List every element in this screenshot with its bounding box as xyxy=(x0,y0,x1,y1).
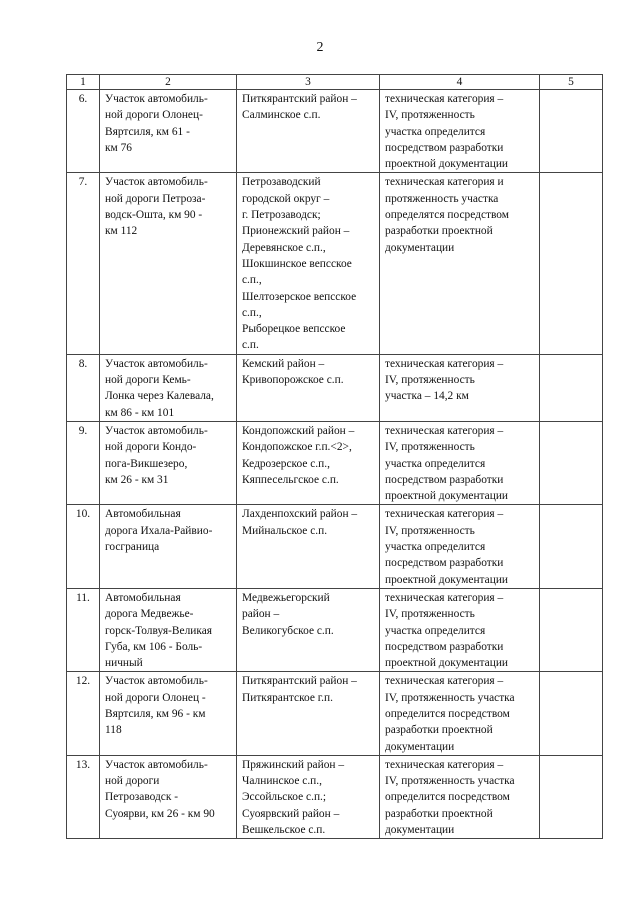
row-number: 13. xyxy=(67,755,100,838)
category-note: техническая категория – IV, протяженность участка определится посредством разработки проектной документации xyxy=(380,421,540,504)
category-note: техническая категория – IV, протяженность участка – 14,2 км xyxy=(380,354,540,421)
administrative-area: Петрозаводский городской округ – г. Петрозаводск; Прионежский район – Деревянское с.п., Шокшинское вепсское с.п., Шелтозерское вепсское с.п., Рыборецкое вепсское с.п. xyxy=(237,173,380,354)
column-number: 4 xyxy=(380,75,540,90)
table-row xyxy=(67,588,603,671)
administrative-area: Питкярантский район – Питкярантское г.п. xyxy=(237,672,380,755)
table-row xyxy=(67,354,603,421)
empty-cell xyxy=(540,173,603,354)
page-number: 2 xyxy=(316,40,324,55)
column-number: 3 xyxy=(237,75,380,90)
row-number: 6. xyxy=(67,90,100,173)
empty-cell xyxy=(540,672,603,755)
road-section-name: Участок автомобиль- ной дороги Олонец - Вяртсиля, км 96 - км 118 xyxy=(100,672,237,755)
row-number: 12. xyxy=(67,672,100,755)
column-number-row xyxy=(67,75,603,90)
road-section-name: Участок автомобиль- ной дороги Олонец- Вяртсиля, км 61 - км 76 xyxy=(100,90,237,173)
table-row xyxy=(67,173,603,354)
empty-cell xyxy=(540,505,603,588)
column-number: 2 xyxy=(100,75,237,90)
column-number: 1 xyxy=(67,75,100,90)
row-number: 11. xyxy=(67,588,100,671)
road-sections-table xyxy=(66,74,603,839)
road-section-name: Участок автомобиль- ной дороги Петроза- водск-Оштa, км 90 - км 112 xyxy=(100,173,237,354)
table-row xyxy=(67,90,603,173)
category-note: техническая категория – IV, протяженность участка определится посредством разработки проектной документации xyxy=(380,90,540,173)
empty-cell xyxy=(540,90,603,173)
administrative-area: Кемский район – Кривопорожское с.п. xyxy=(237,354,380,421)
row-number: 8. xyxy=(67,354,100,421)
row-number: 7. xyxy=(67,173,100,354)
empty-cell xyxy=(540,421,603,504)
category-note: техническая категория и протяженность участка определятся посредством разработки проектной документации xyxy=(380,173,540,354)
table-row xyxy=(67,672,603,755)
road-section-name: Участок автомобиль- ной дороги Кемь- Лонка через Калевала, км 86 - км 101 xyxy=(100,354,237,421)
category-note: техническая категория – IV, протяженность участка определится посредством разработки проектной документации xyxy=(380,505,540,588)
row-number: 9. xyxy=(67,421,100,504)
category-note: техническая категория – IV, протяженность участка определится посредством разработки проектной документации xyxy=(380,672,540,755)
column-number: 5 xyxy=(540,75,603,90)
administrative-area: Лахденпохский район – Мийнальское с.п. xyxy=(237,505,380,588)
administrative-area: Пряжинский район – Чалнинское с.п., Эссойльское с.п.; Суоярвский район – Вешкельское с.п. xyxy=(237,755,380,838)
table-row xyxy=(67,421,603,504)
table-row xyxy=(67,755,603,838)
empty-cell xyxy=(540,354,603,421)
category-note: техническая категория – IV, протяженность участка определится посредством разработки проектной документации xyxy=(380,755,540,838)
table-row xyxy=(67,505,603,588)
empty-cell xyxy=(540,755,603,838)
administrative-area: Медвежьегорский район – Великогубское с.п. xyxy=(237,588,380,671)
road-section-name: Автомобильная дорога Медвежье- горск-Толвуя-Великая Губа, км 106 - Боль- ничный xyxy=(100,588,237,671)
administrative-area: Питкярантский район – Салминское с.п. xyxy=(237,90,380,173)
road-section-name: Участок автомобиль- ной дороги Петрозаводск - Суоярви, км 26 - км 90 xyxy=(100,755,237,838)
row-number: 10. xyxy=(67,505,100,588)
road-section-name: Автомобильная дорога Ихала-Райвио- госграница xyxy=(100,505,237,588)
category-note: техническая категория – IV, протяженность участка определится посредством разработки проектной документации xyxy=(380,588,540,671)
empty-cell xyxy=(540,588,603,671)
administrative-area: Кондопожский район – Кондопожское г.п.<2>, Кедрозерское с.п., Кяппесельгское с.п. xyxy=(237,421,380,504)
road-section-name: Участок автомобиль- ной дороги Кондо- пога-Викшезеро, км 26 - км 31 xyxy=(100,421,237,504)
